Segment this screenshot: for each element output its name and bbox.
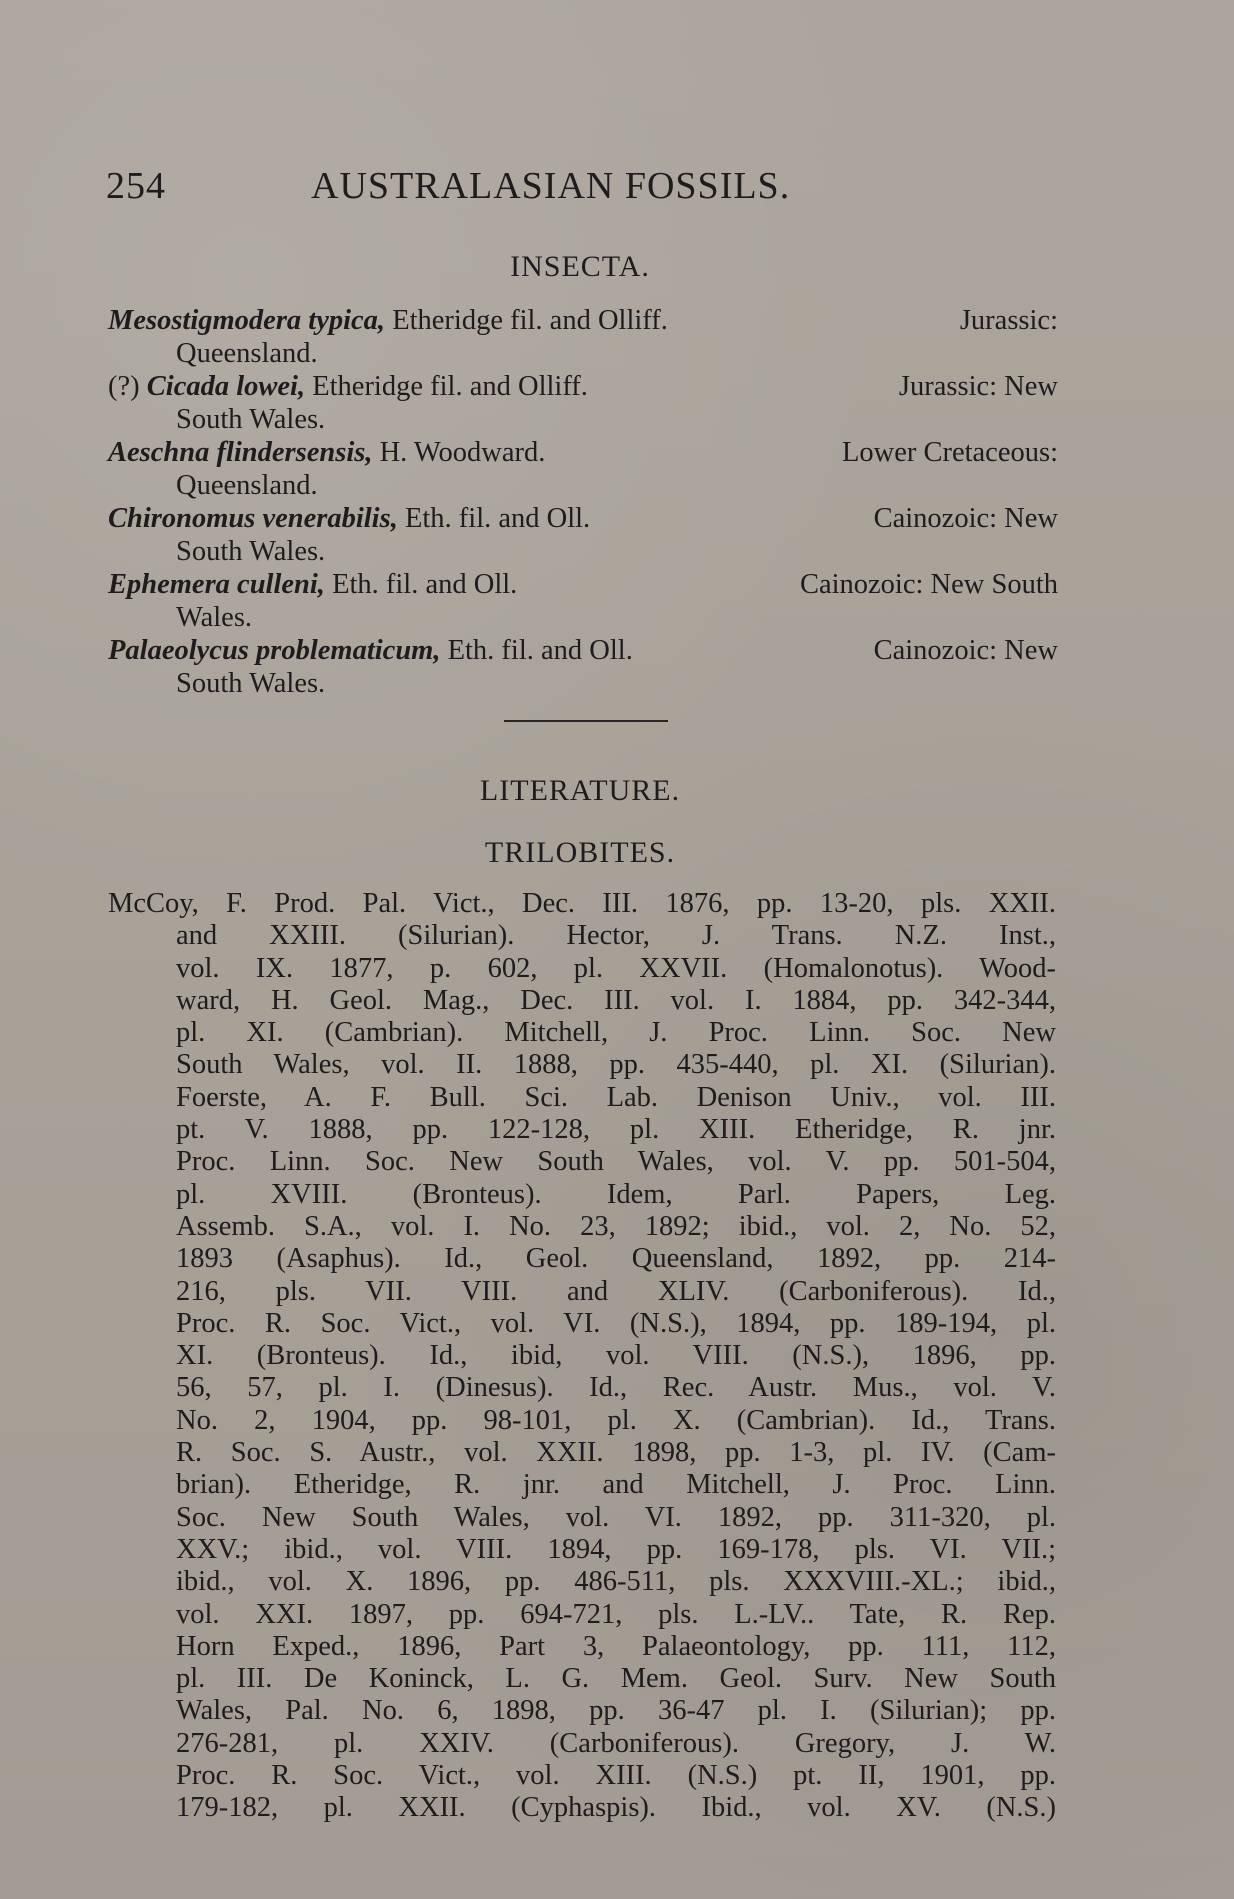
literature-line: 179-182, pl. XXII. (Cyphaspis). Ibid., vol. XV. (N.S.) (176, 1792, 1056, 1824)
species-name: Cicada lowei, (146, 371, 306, 402)
authors: Eth. fil. and Oll. (440, 635, 633, 666)
literature-line: Horn Exped., 1896, Part 3, Palaeontology, pp. 111, 112, (176, 1630, 1056, 1662)
literature-line: McCoy, F. Prod. Pal. Vict., Dec. III. 1876, pp. 13-20, pls. XXII. (108, 888, 1056, 919)
literature-line: XXV.; ibid., vol. VIII. 1894, pp. 169-178, pls. VI. VII.; (176, 1533, 1056, 1565)
insecta-heading: INSECTA. (510, 250, 650, 283)
authors: Etheridge fil. and Olliff. (385, 305, 668, 336)
literature-line: 1893 (Asaphus). Id., Geol. Queensland, 1892, pp. 214- (176, 1243, 1056, 1275)
literature-line: pl. XVIII. (Bronteus). Idem, Parl. Papers, Leg. (176, 1178, 1056, 1210)
locality: Queensland. (176, 338, 318, 369)
literature-line: Proc. R. Soc. Vict., vol. XIII. (N.S.) pt. II, 1901, pp. (176, 1760, 1056, 1792)
species-name: Ephemera culleni, (108, 569, 325, 600)
locality: South Wales. (176, 536, 326, 567)
authors: Eth. fil. and Oll. (397, 503, 591, 534)
literature-paragraph (108, 888, 1056, 1825)
literature-line: 216, pls. VII. VIII. and XLIV. (Carboniferous). Id., (176, 1275, 1056, 1307)
species-name: Aeschna flindersensis, (108, 437, 373, 468)
insect-entry (108, 634, 1058, 700)
geologic-age: Jurassic: New (898, 371, 1058, 402)
insect-entry (108, 568, 1058, 634)
locality: South Wales. (176, 668, 326, 699)
literature-line: pl. III. De Koninck, L. G. Mem. Geol. Surv. New South (176, 1663, 1056, 1695)
insect-entry (108, 370, 1058, 436)
geologic-age: Lower Cretaceous: (841, 437, 1058, 468)
literature-line: vol. IX. 1877, p. 602, pl. XXVII. (Homalonotus). Wood- (176, 952, 1056, 984)
literature-line: pl. XI. (Cambrian). Mitchell, J. Proc. Linn. Soc. New (176, 1017, 1056, 1049)
species-name: Palaeolycus problematicum, (108, 635, 441, 666)
literature-line: ward, H. Geol. Mag., Dec. III. vol. I. 1884, pp. 342-344, (176, 984, 1056, 1016)
geologic-age: Cainozoic: New South (799, 569, 1058, 600)
entry-prefix: (?) (108, 371, 147, 402)
insect-entry (108, 304, 1058, 370)
literature-line: South Wales, vol. II. 1888, pp. 435-440, pl. XI. (Silurian). (176, 1049, 1056, 1081)
literature-line: vol. XXI. 1897, pp. 694-721, pls. L.-LV.. Tate, R. Rep. (176, 1598, 1056, 1630)
literature-line: Assemb. S.A., vol. I. No. 23, 1892; ibid., vol. 2, No. 52, (176, 1210, 1056, 1242)
locality: Queensland. (176, 470, 318, 501)
insect-entry (108, 436, 1058, 502)
literature-line: Foerste, A. F. Bull. Sci. Lab. Denison Univ., vol. III. (176, 1081, 1056, 1113)
literature-line: No. 2, 1904, pp. 98-101, pl. X. (Cambrian). Id., Trans. (176, 1404, 1056, 1436)
geologic-age: Jurassic: (959, 305, 1058, 336)
species-name: Mesostigmodera typica, (108, 305, 386, 336)
literature-heading: LITERATURE. (479, 774, 681, 807)
locality: Wales. (176, 602, 253, 633)
literature-line: R. Soc. S. Austr., vol. XXII. 1898, pp. 1-3, pl. IV. (Cam- (176, 1437, 1056, 1469)
authors: Etheridge fil. and Olliff. (305, 371, 588, 402)
running-head (106, 164, 866, 214)
literature-line: ibid., vol. X. 1896, pp. 486-511, pls. XXXVIII.-XL.; ibid., (176, 1566, 1056, 1598)
literature-line: 56, 57, pl. I. (Dinesus). Id., Rec. Austr. Mus., vol. V. (176, 1372, 1056, 1404)
literature-line: pt. V. 1888, pp. 122-128, pl. XIII. Etheridge, R. jnr. (176, 1114, 1056, 1146)
literature-line: XI. (Bronteus). Id., ibid, vol. VIII. (N.S.), 1896, pp. (176, 1340, 1056, 1372)
trilobites-subheading: TRILOBITES. (484, 836, 676, 869)
literature-line: and XXIII. (Silurian). Hector, J. Trans. N.Z. Inst., (176, 920, 1056, 952)
literature-line: Wales, Pal. No. 6, 1898, pp. 36-47 pl. I. (Silurian); pp. (176, 1695, 1056, 1727)
literature-line: Proc. Linn. Soc. New South Wales, vol. V. pp. 501-504, (176, 1146, 1056, 1178)
species-name: Chironomus venerabilis, (108, 503, 398, 534)
literature-line: 276-281, pl. XXIV. (Carboniferous). Gregory, J. W. (176, 1727, 1056, 1759)
page-number: 254 (106, 165, 166, 207)
insect-entry (108, 502, 1058, 568)
geologic-age: Cainozoic: New (873, 635, 1058, 666)
section-divider (504, 720, 668, 722)
authors: Eth. fil. and Oll. (324, 569, 518, 600)
geologic-age: Cainozoic: New (873, 503, 1058, 534)
literature-line: brian). Etheridge, R. jnr. and Mitchell, J. Proc. Linn. (176, 1469, 1056, 1501)
running-title: AUSTRALASIAN FOSSILS. (311, 165, 791, 207)
authors: H. Woodward. (372, 437, 546, 468)
literature-line: Soc. New South Wales, vol. VI. 1892, pp. 311-320, pl. (176, 1501, 1056, 1533)
insecta-list (108, 304, 1058, 700)
locality: South Wales. (176, 404, 326, 435)
literature-line: Proc. R. Soc. Vict., vol. VI. (N.S.), 1894, pp. 189-194, pl. (176, 1307, 1056, 1339)
